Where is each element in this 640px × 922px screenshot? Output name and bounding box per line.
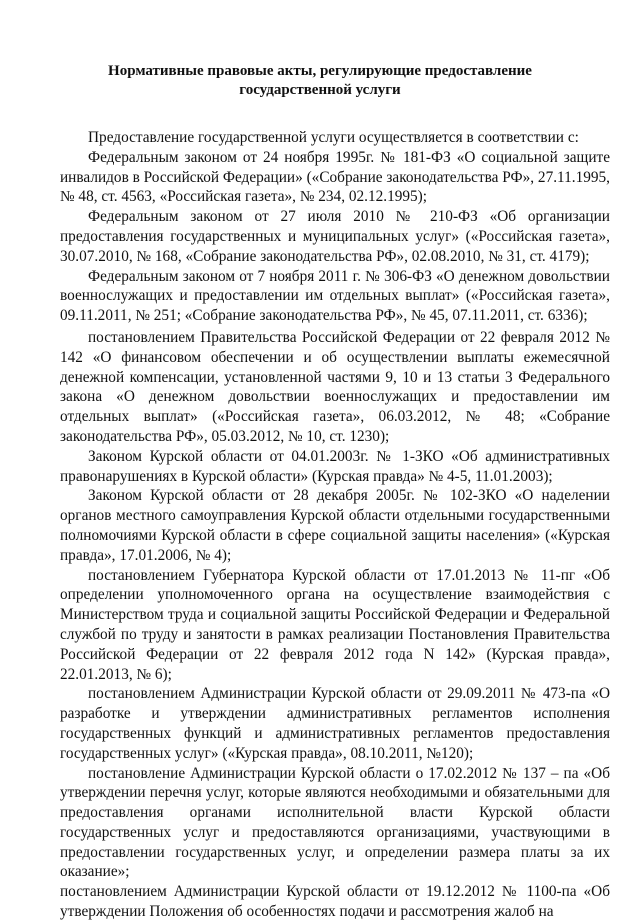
law-paragraph: постановлением Правительства Российской Федерации от 22 февраля 2012 № 142 «О финансовом обеспечении и об осуществлении выплаты ежемесячной денежной компенсации, установленной частями 9, 10 и 13 статьи 3 Федерального закона «О денежном довольствии военнослужащих и предоставлении им отдельных выплат» («Российская газета», 06.03.2012, № 48; «Собрание законодательства РФ», 05.03.2012, № 10, ст. 1230); xyxy=(60,328,610,445)
law-paragraph: постановлением Администрации Курской области от 19.12.2012 № 1100-па «Об утверждении Положения об особенностях подачи и рассмотрения жалоб на xyxy=(60,883,610,921)
page-title xyxy=(80,62,560,100)
law-paragraph: Законом Курской области от 28 декабря 2005г. № 102-ЗКО «О наделении органов местного самоуправления Курской области отдельными государственными полномочиями Курской области в сфере социальной защиты населения» («Курская правда», 17.01.2006, № 4); xyxy=(60,487,610,564)
law-paragraph: Федеральным законом от 27 июля 2010 № 210-ФЗ «Об организации предоставления государственных и муниципальных услуг» («Российская газета», 30.07.2010, № 168, «Собрание законодательства РФ», 02.08.2010, № 31, ст. 4179); xyxy=(60,208,610,265)
intro-paragraph: Предоставление государственной услуги осуществляется в соответствии с: xyxy=(88,129,579,146)
law-paragraph: постановление Администрации Курской области о 17.02.2012 № 137 – па «Об утверждении перечня услуг, которые являются необходимыми и обязательными для предоставления органами исполнительной власти Курской области государственных услуг и предоставляются организациями, участвующими в предоставлении государственных услуг, и определении размера платы за их оказание»; xyxy=(60,764,610,881)
law-paragraph: Федеральным законом от 24 ноября 1995г. № 181-ФЗ «О социальной защите инвалидов в Российской Федерации» («Собрание законодательства РФ», 27.11.1995, № 48, ст. 4563, «Российская газета», № 234, 02.12.1995); xyxy=(60,148,611,206)
law-paragraph: постановлением Губернатора Курской области от 17.01.2013 № 11-пг «Об определении уполномоченного органа на осуществление взаимодействия с Министерством труда и социальной защиты Российской Федерации и Федеральной службой по труду и занятости в рамках реализации Постановления Правительства Российской Федерации от 22 февраля 2012 года N 142» (Курская правда», 22.01.2013, № 6); xyxy=(60,566,610,683)
title-line-1: Нормативные правовые акты, регулирующие предоставление xyxy=(108,63,532,79)
title-line-2: государственной услуги xyxy=(239,82,401,98)
document-body xyxy=(60,128,610,922)
law-paragraph: Законом Курской области от 04.01.2003г. № 1-ЗКО «Об административных правонарушениях в Курской области» (Курская правда» № 4-5, 11.01.2003); xyxy=(60,447,610,485)
law-paragraph: Федеральным законом от 7 ноября 2011 г. № 306-ФЗ «О денежном довольствии военнослужащих и предоставлении им отдельных выплат» («Российская газета», 09.11.2011, № 251; «Собрание законодательства РФ», № 45, 07.11.2011, ст. 6336); xyxy=(60,267,610,325)
law-paragraph: постановлением Администрации Курской области от 29.09.2011 № 473-па «О разработке и утверждении административных регламентов исполнения государственных функций и административных регламентов предоставления государственных услуг» («Курская правда», 08.10.2011, №120); xyxy=(60,685,610,762)
